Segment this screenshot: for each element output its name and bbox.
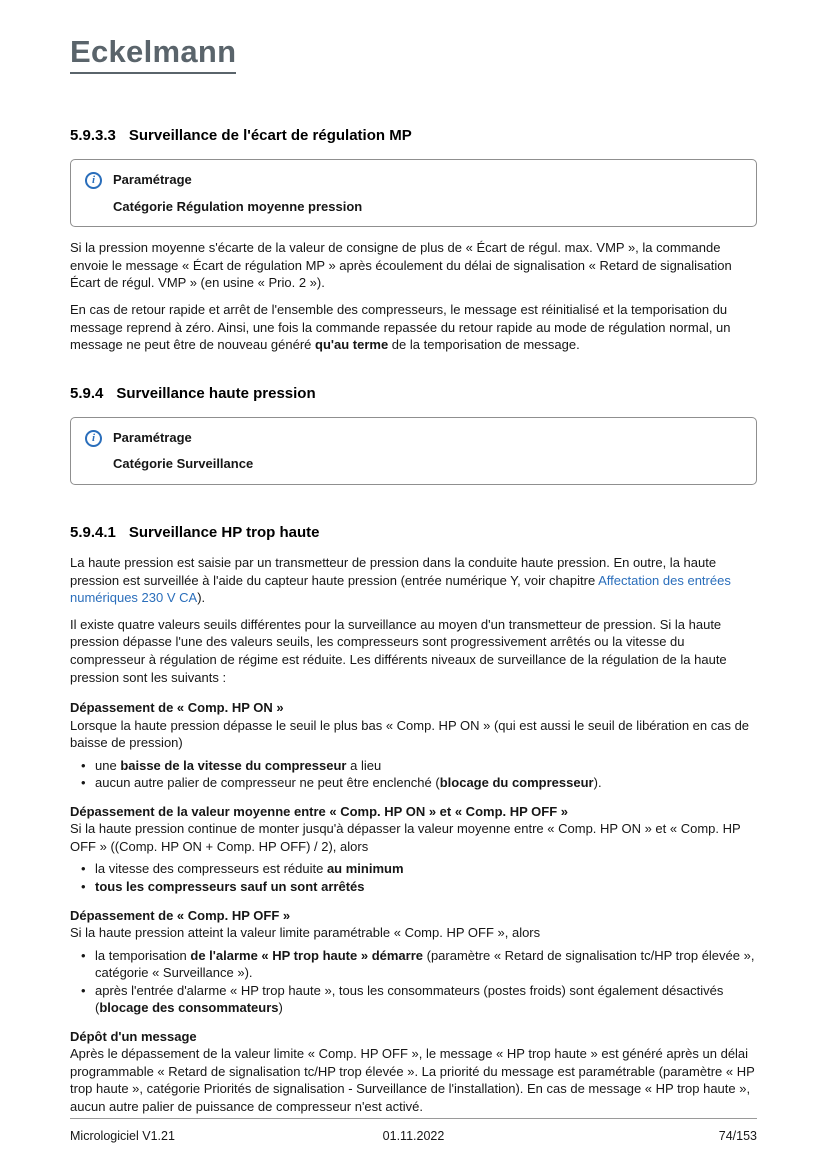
heading-title: Surveillance de l'écart de régulation MP [128,127,412,144]
eckelmann-logo [70,36,236,74]
text-segment: après l'entrée d'alarme « HP trop haute », tous les consommateurs (postes froids) sont également désactivés ( [95,982,724,1016]
list-item-text [95,774,757,792]
paragraph: Si la haute pression continue de monter jusqu'à dépasser la valeur moyenne entre « Comp. HP ON » et « Comp. HP OFF » ((Comp. HP ON + Comp. HP OFF) / 2), alors [70,821,741,854]
infobox-body [113,171,362,215]
paragraph: Il existe quatre valeurs seuils différentes pour la surveillance au moyen d'un transmetteur de pression. Si la haute pression dépasse l'une des valeurs seuils, les compresseurs sont progressivement arrêtés ou la vitesse du compresseur à régulation de régime est réduite. Les différents niveaux de surveillance de la régulation de la haute pression sont les suivants : [70,616,727,685]
text-segment: a lieu [346,757,382,773]
footer-divider [70,1118,757,1119]
section-heading-5941 [70,523,757,543]
footer-date: 01.11.2022 [382,1128,445,1143]
list-item-text [95,860,757,878]
text-segment: ) [278,1000,283,1016]
list-item-text [95,757,757,775]
bullet-icon: • [81,757,86,773]
list-item [70,757,757,775]
bullet-list [70,947,757,1017]
footer-page-number: 74/153 [718,1128,757,1143]
bullet-list [70,757,757,792]
text-segment: En cas de retour rapide et arrêt de l'ensemble des compresseurs, le message est réinitialisé et la temporisation du message reprend à zéro. Ainsi, une fois la commande repassée du retour rapide au mode de régulation normal, un message ne peut être de nouveau généré [70,301,731,353]
bold-text: blocage du compresseur [439,775,594,791]
subheading-comp-hp-off: Dépassement de « Comp. HP OFF » [70,907,291,923]
list-item [70,947,757,982]
list-item-text [95,878,757,896]
bullet-icon: • [81,775,86,791]
subheading-comp-hp-on: Dépassement de « Comp. HP ON » [70,700,284,716]
infobox-title: Paramétrage [113,429,192,445]
text-segment: une [95,757,121,773]
heading-number: 5.9.4 [70,384,104,402]
bold-text: baisse de la vitesse du compresseur [120,757,347,773]
list-item [70,774,757,792]
logo-underline [70,72,236,74]
bold-text: qu'au terme [315,337,389,353]
bullet-icon: • [81,861,86,877]
list-item-text [95,982,757,1017]
paragraph [70,554,757,607]
info-box-parametrage-surveillance [70,417,757,485]
heading-number: 5.9.4.1 [70,523,116,541]
bold-text: au minimum [326,861,404,877]
paragraph: Après le dépassement de la valeur limite « Comp. HP OFF », le message « HP trop haute » est généré après un délai programmable « Retard de signalisation tc/HP trop élevée ». La priorité du message est paramétrable (paramètre « HP trop haute », catégorie Priorités de signalisation - Surveillance de l'installation). En cas de message « HP trop haute », aucun autre palier de puissance de compresseur n'est activé. [70,1046,755,1114]
subheading-valeur-moyenne: Dépassement de la valeur moyenne entre « Comp. HP ON » et « Comp. HP OFF » [70,803,569,819]
text-segment: ). [593,775,602,791]
text-segment: ). [197,590,206,606]
paragraph: Si la haute pression atteint la valeur limite paramétrable « Comp. HP OFF », alors [70,925,541,941]
bullet-icon: • [81,947,86,963]
info-icon: i [85,172,102,189]
heading-title: Surveillance haute pression [116,384,316,402]
info-icon: i [85,430,102,447]
footer-version: Micrologiciel V1.21 [70,1128,175,1143]
paragraph: Lorsque la haute pression dépasse le seuil le plus bas « Comp. HP ON » (qui est aussi le seuil de libération en cas de baisse de pression) [70,717,750,751]
section-heading-5933 [70,126,757,146]
footer-row [70,1128,757,1145]
text-segment: la temporisation [95,947,191,963]
text-segment: aucun autre palier de compresseur ne peut être enclenché ( [95,775,440,791]
bullet-icon: • [81,878,86,894]
bullet-list [70,860,757,895]
infobox-title: Paramétrage [113,172,192,188]
list-item [70,982,757,1017]
paragraph: Si la pression moyenne s'écarte de la valeur de consigne de plus de « Écart de régul. max. VMP », la commande envoie le message « Écart de régulation MP » après écoulement du délai de signalisation « Retard de signalisation Écart de régul. VMP » (en usine « Prio. 2 »). [70,240,732,291]
infobox-body [113,429,253,473]
list-item [70,878,757,896]
text-segment: la vitesse des compresseurs est réduite [95,861,327,877]
infobox-category: Catégorie Surveillance [113,456,254,472]
info-box-parametrage-mp [70,159,757,227]
subheading-depot-message: Dépôt d'un message [70,1028,197,1044]
footer [70,1118,757,1145]
paragraph [70,301,757,354]
text-segment: de la temporisation de message. [388,337,580,353]
bold-text: tous les compresseurs sauf un sont arrêtés [95,878,365,894]
section-heading-594 [70,384,757,404]
text-segment: La haute pression est saisie par un transmetteur de pression dans la conduite haute pression. En outre, la haute pression est surveillée à l'aide du capteur haute pression (entrée numérique Y, voir chapitre [70,555,717,588]
infobox-category: Catégorie Régulation moyenne pression [113,198,363,214]
bold-text: de l'alarme « HP trop haute » démarre [190,947,424,963]
list-item-text [95,947,757,982]
bold-text: blocage des consommateurs [99,1000,279,1016]
link-chapter-reference[interactable]: Affectation des entrées numériques 230 V CA [70,572,731,606]
heading-title: Surveillance HP trop haute [128,523,320,541]
list-item [70,860,757,878]
bullet-icon: • [81,982,86,998]
heading-number: 5.9.3.3 [70,127,116,144]
text-segment: (paramètre « Retard de signalisation tc/HP trop élevée », catégorie « Surveillance »). [95,947,755,981]
logo-text: Eckelmann [70,34,237,69]
